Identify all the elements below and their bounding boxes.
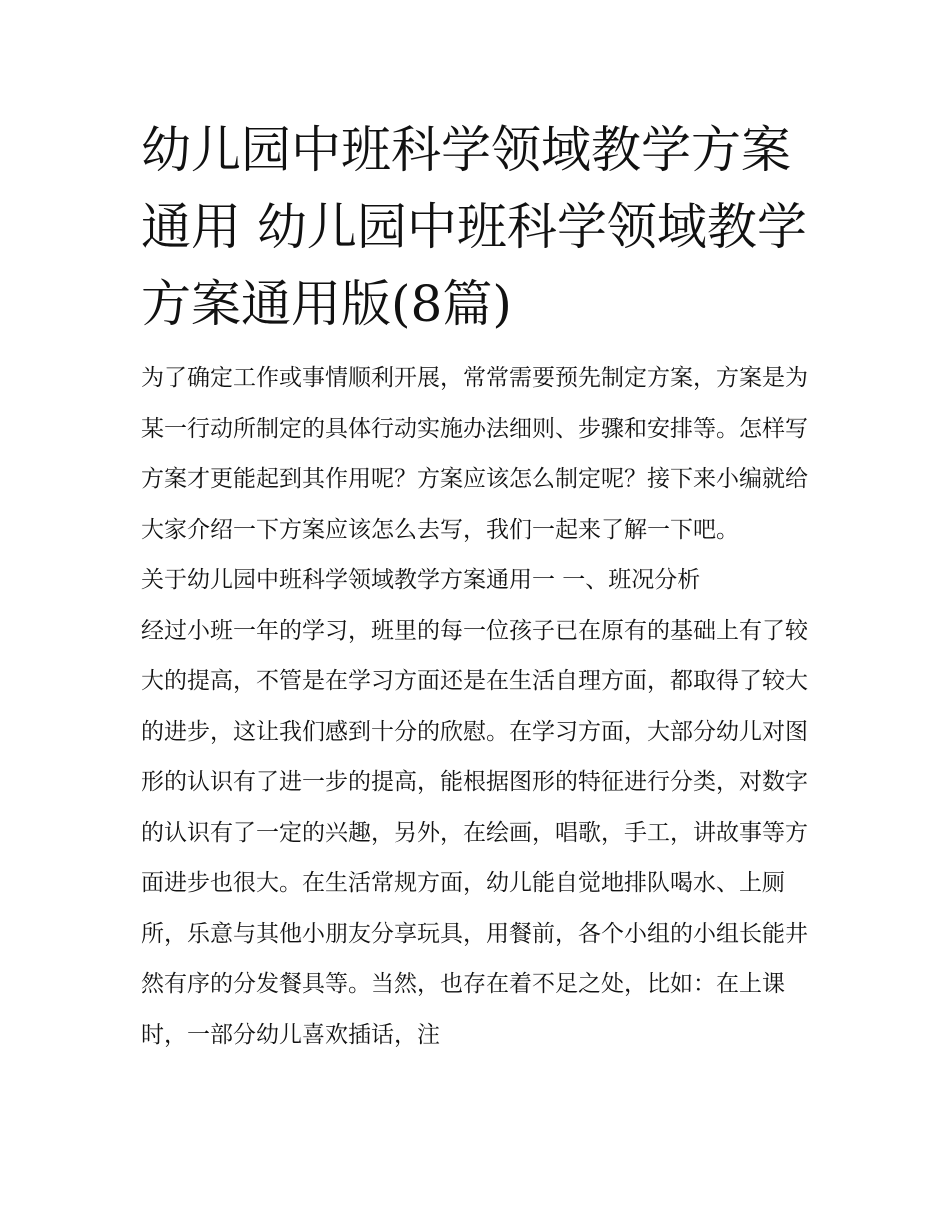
intro-paragraph: 为了确定工作或事情顺利开展，常常需要预先制定方案，方案是为某一行动所制定的具体行动实施办法细则、步骤和安排等。怎样写方案才更能起到其作用呢？方案应该怎么制定呢？接下来小编就给大家介绍一下方案应该怎么去写，我们一起来了解一下吧。 [141,365,808,543]
document-body [141,112,816,1060]
section-heading-paragraph: 关于幼儿园中班科学领域教学方案通用一 一、班况分析 [141,567,701,593]
body-paragraph: 经过小班一年的学习，班里的每一位孩子已在原有的基础上有了较大的提高，不管是在学习方面还是在生活自理方面，都取得了较大的进步，这让我们感到十分的欣慰。在学习方面，大部分幼儿对图形的认识有了进一步的提高，能根据图形的特征进行分类，对数字的认识有了一定的兴趣，另外，在绘画，唱歌，手工，讲故事等方面进步也很大。在生活常规方面，幼儿能自觉地排队喝水、上厕所，乐意与其他小朋友分享玩具，用餐前，各个小组的小组长能井然有序的分发餐具等。当然，也存在着不足之处，比如：在上课时，一部分幼儿喜欢插话，注 [141,617,808,1048]
document-title: 幼儿园中班科学领域教学方案通用 幼儿园中班科学领域教学方案通用版(8篇) [141,121,807,333]
